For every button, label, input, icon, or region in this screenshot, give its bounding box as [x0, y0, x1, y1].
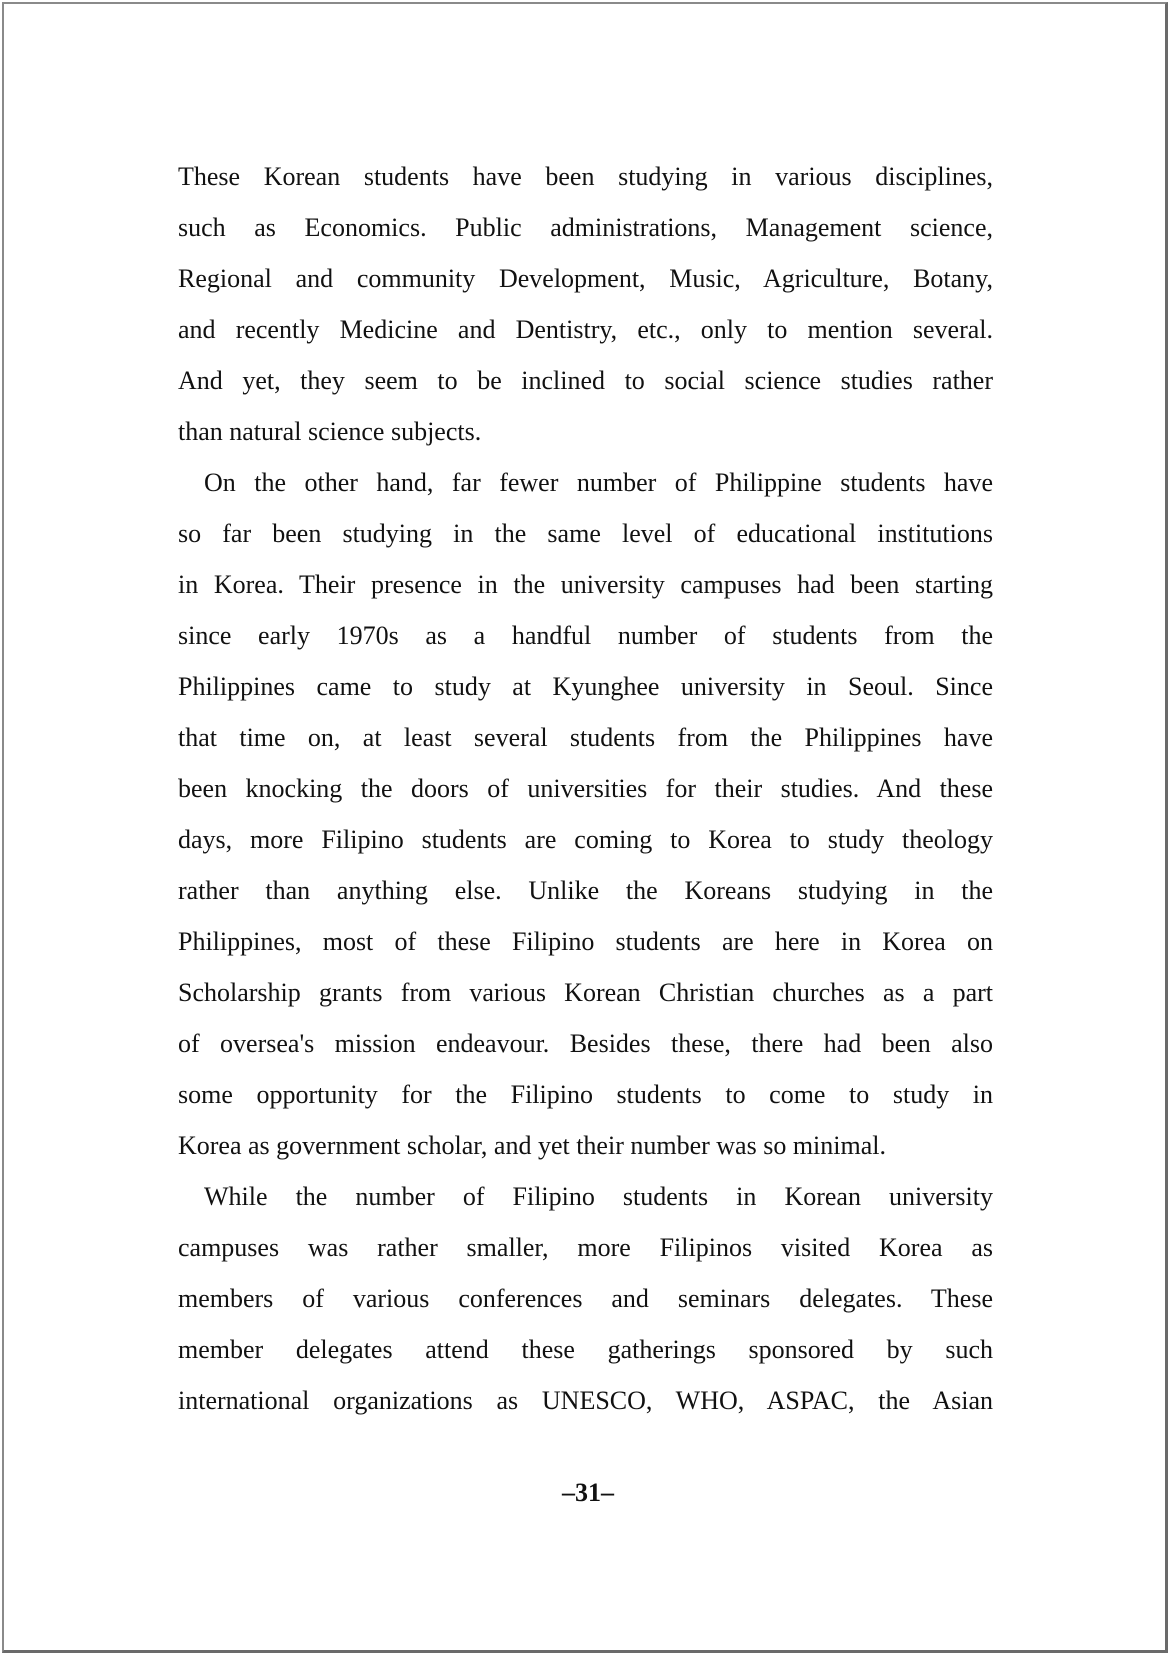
text-line: since early 1970s as a handful number of students from the — [178, 621, 993, 650]
text-line: And yet, they seem to be inclined to social science studies rather — [178, 366, 993, 395]
text-line: some opportunity for the Filipino students to come to study in — [178, 1080, 993, 1109]
text-line: While the number of Filipino students in Korean university — [204, 1182, 993, 1211]
paragraph-2 — [178, 457, 993, 1171]
text-line: Scholarship grants from various Korean Christian churches as a part — [178, 978, 993, 1007]
text-line: of oversea's mission endeavour. Besides these, there had been also — [178, 1029, 993, 1058]
text-line: Korea as government scholar, and yet their number was so minimal. — [178, 1131, 886, 1160]
text-line: rather than anything else. Unlike the Koreans studying in the — [178, 876, 993, 905]
text-line: so far been studying in the same level of educational institutions — [178, 519, 993, 548]
text-line: These Korean students have been studying in various disciplines, — [178, 162, 993, 191]
text-line: been knocking the doors of universities for their studies. And these — [178, 774, 993, 803]
text-line: and recently Medicine and Dentistry, etc., only to mention several. — [178, 315, 993, 344]
text-line: Regional and community Development, Music, Agriculture, Botany, — [178, 264, 993, 293]
text-line: in Korea. Their presence in the university campuses had been starting — [178, 570, 993, 599]
text-line: member delegates attend these gatherings sponsored by such — [178, 1335, 993, 1364]
text-line: such as Economics. Public administrations, Management science, — [178, 213, 993, 242]
text-line: days, more Filipino students are coming to Korea to study theology — [178, 825, 993, 854]
text-line: Philippines, most of these Filipino students are here in Korea on — [178, 927, 993, 956]
text-line: international organizations as UNESCO, WHO, ASPAC, the Asian — [178, 1386, 993, 1415]
text-line: than natural science subjects. — [178, 417, 482, 446]
page-number: –31– — [562, 1478, 614, 1507]
text-line: On the other hand, far fewer number of Philippine students have — [204, 468, 993, 497]
text-line: members of various conferences and seminars delegates. These — [178, 1284, 993, 1313]
paragraph-1 — [178, 151, 993, 457]
text-line: campuses was rather smaller, more Filipinos visited Korea as — [178, 1233, 993, 1262]
text-line: that time on, at least several students from the Philippines have — [178, 723, 993, 752]
document-body — [178, 151, 993, 1426]
paragraph-3 — [178, 1171, 993, 1426]
text-line: Philippines came to study at Kyunghee university in Seoul. Since — [178, 672, 993, 701]
